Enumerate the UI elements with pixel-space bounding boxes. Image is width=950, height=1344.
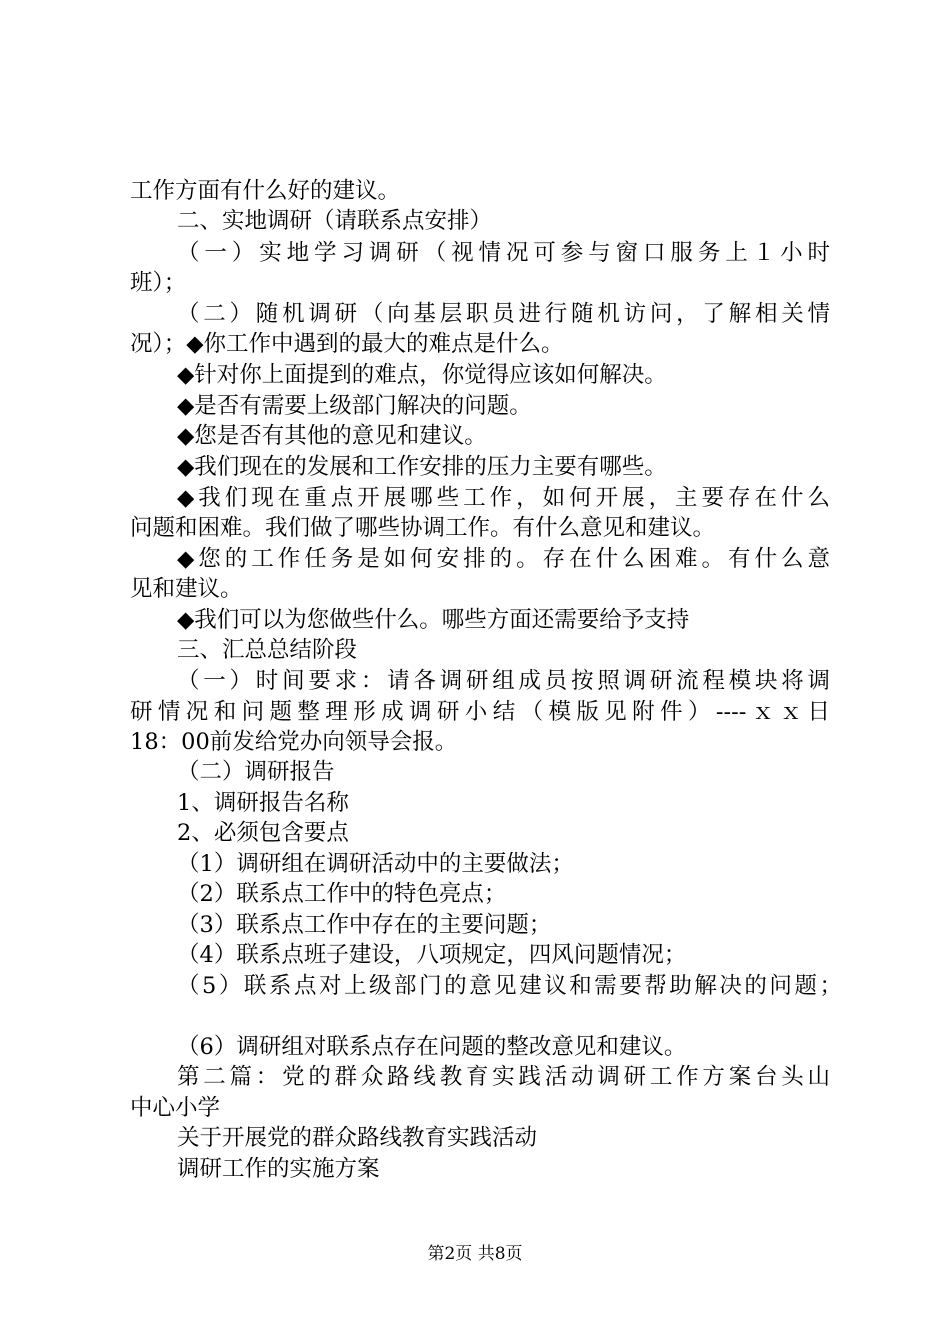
text-line: 18：00前发给党办向领导会报。: [130, 729, 458, 755]
text-line: （一）时间要求：请各调研组成员按照调研流程模块将调: [177, 668, 830, 694]
bullet-item: ◆针对你上面提到的难点，你觉得应该如何解决。: [177, 362, 667, 388]
text-line: 见和建议。: [130, 576, 243, 602]
list-item: （2）联系点工作中的特色亮点；: [177, 881, 507, 907]
list-item: 1、调研报告名称: [177, 790, 349, 816]
chapter-heading: 第二篇：党的群众路线教育实践活动调研工作方案台头山: [177, 1064, 830, 1090]
subsection-heading: （二）调研报告: [177, 759, 335, 785]
list-item: （6）调研组对联系点存在问题的整改意见和建议。: [177, 1034, 687, 1060]
text-line: 问题和困难。我们做了哪些协调工作。有什么意见和建议。: [130, 515, 716, 541]
bullet-item: ◆我们现在的发展和工作安排的压力主要有哪些。: [177, 454, 667, 480]
text-line: 研情况和问题整理形成调研小结（模版见附件）----ｘｘ日: [130, 699, 830, 725]
text-line: 班）；: [130, 270, 187, 296]
section-heading: 三、汇总总结阶段: [177, 637, 358, 663]
bullet-item: ◆是否有需要上级部门解决的问题。: [177, 393, 532, 419]
text-line: 工作方面有什么好的建议。: [130, 178, 401, 204]
text-line: 况）；◆你工作中遇到的最大的难点是什么。: [130, 331, 564, 357]
bullet-item: ◆我们可以为您做些什么。哪些方面还需要给予支持: [177, 607, 690, 633]
list-item: （5）联系点对上级部门的意见建议和需要帮助解决的问题；: [177, 973, 842, 999]
text-line: （二）随机调研（向基层职员进行随机访问，了解相关情: [177, 301, 830, 327]
section-heading: 二、实地调研（请联系点安排）: [177, 208, 493, 234]
bullet-item: ◆我们现在重点开展哪些工作，如何开展，主要存在什么: [177, 485, 830, 511]
page-number: 第2页 共8页: [427, 1244, 523, 1264]
list-item: 2、必须包含要点: [177, 820, 349, 846]
bullet-item: ◆您的工作任务是如何安排的。存在什么困难。有什么意: [177, 546, 830, 572]
text-line: （一）实地学习调研（视情况可参与窗口服务上１小时: [177, 240, 830, 266]
list-item: （4）联系点班子建设，八项规定，四风问题情况；: [177, 942, 687, 968]
list-item: （3）联系点工作中存在的主要问题；: [177, 912, 552, 938]
document-title: 关于开展党的群众路线教育实践活动: [177, 1125, 538, 1151]
document-subtitle: 调研工作的实施方案: [177, 1156, 380, 1182]
text-line: 中心小学: [130, 1095, 221, 1121]
list-item: （1）调研组在调研活动中的主要做法；: [177, 851, 574, 877]
bullet-item: ◆您是否有其他的意见和建议。: [177, 423, 487, 449]
